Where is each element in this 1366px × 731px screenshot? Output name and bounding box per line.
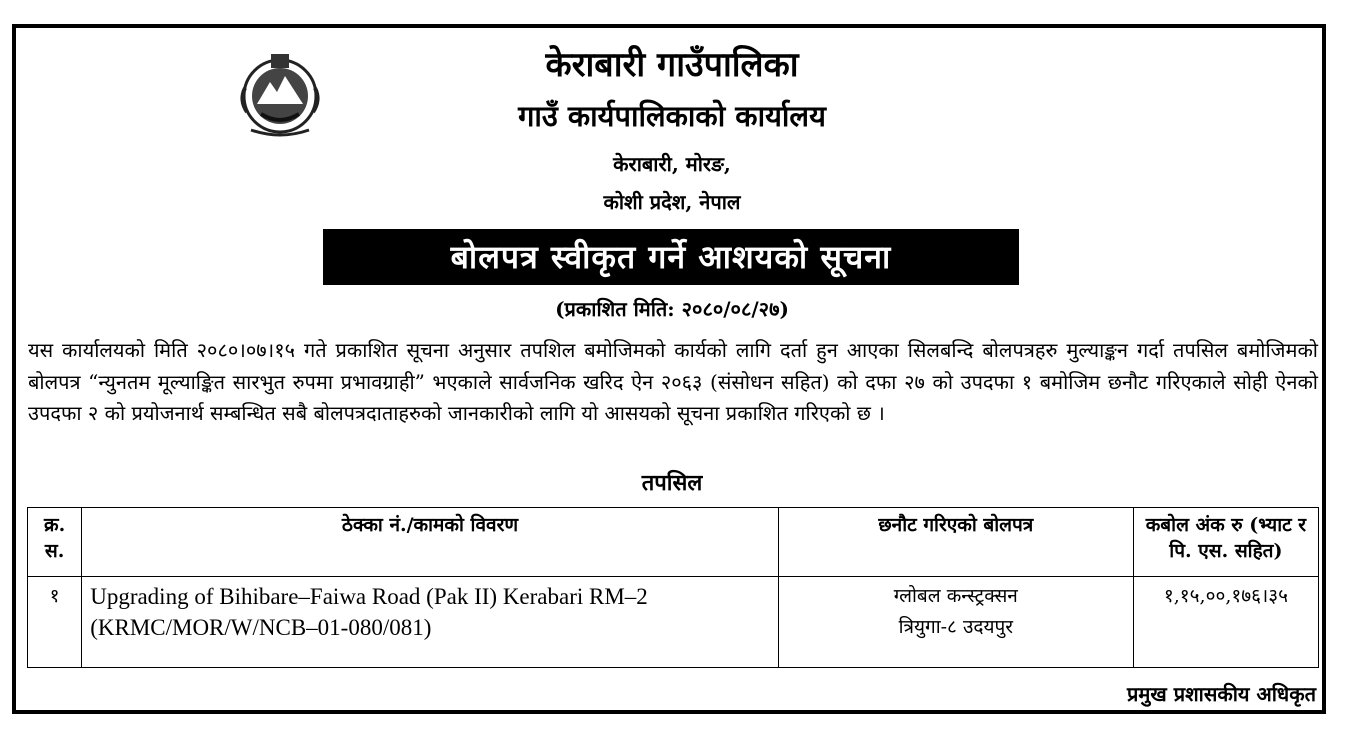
address-line-1: केराबारी, मोरङ, [613, 152, 731, 176]
address-line-2: कोशी प्रदेश, नेपाल [603, 190, 741, 214]
header-description: ठेक्का नं./कामको विवरण [82, 508, 779, 577]
header-selected-bidder: छनौट गरिएको बोलपत्र [778, 508, 1133, 577]
office-subtitle: गाउँ कार्यपालिकाको कार्यालय [518, 99, 826, 133]
details-table [27, 507, 1319, 668]
row-sn: १ [28, 577, 82, 668]
notice-body: यस कार्यालयको मिति २०८०।०७।१५ गते प्रकाशित सूचना अनुसार तपशिल बमोजिमको कार्यको लागि दर्ता हुन आएका सिलबन्दि बोलपत्रहरु मुल्याङ्कन गर्दा तपसिल बमोजिमको बोलपत्र “न्युनतम मूल्याङ्कित सारभुत रुपमा प्रभावग्राही” भएकाले सार्वजनिक खरिद ऐन २०६३ (संसोधन सहित) को दफा २७ को उपदफा १ बमोजिम छनौट गरिएकाले सोही ऐनको उपदफा २ को प्रयोजनार्थ सम्बन्धित सबै बोलपत्रदाताहरुको जानकारीको लागि यो आसयको सूचना प्रकाशित गरिएको छ । [28, 338, 1318, 425]
header-sn: क्र. स. [28, 508, 82, 577]
row-amount: १,१५,००,१७६।३५ [1133, 577, 1318, 668]
row-description: Upgrading of Bihibare–Faiwa Road (Pak II) Kerabari RM–2 (KRMC/MOR/W/NCB–01-080/081) [82, 577, 779, 668]
office-title: केराबारी गाउँपालिका [545, 45, 799, 85]
row-bidder [778, 577, 1133, 668]
table-header-row [28, 508, 1319, 577]
bidder-name: ग्लोबल कन्स्ट्रक्सन [893, 585, 1018, 607]
signatory: प्रमुख प्रशासकीय अधिकृत [1127, 682, 1316, 706]
published-date: (प्रकाशित मिति: २०८०/०८/२७) [555, 297, 789, 321]
table-row [28, 577, 1319, 668]
notice-banner: बोलपत्र स्वीकृत गर्ने आशयको सूचना [323, 229, 1019, 285]
table-heading: तपसिल [641, 470, 703, 496]
bidder-address: त्रियुगा-८ उदयपुर [898, 616, 1014, 638]
header-amount: कबोल अंक रु (भ्याट र पि. एस. सहित) [1133, 508, 1318, 577]
